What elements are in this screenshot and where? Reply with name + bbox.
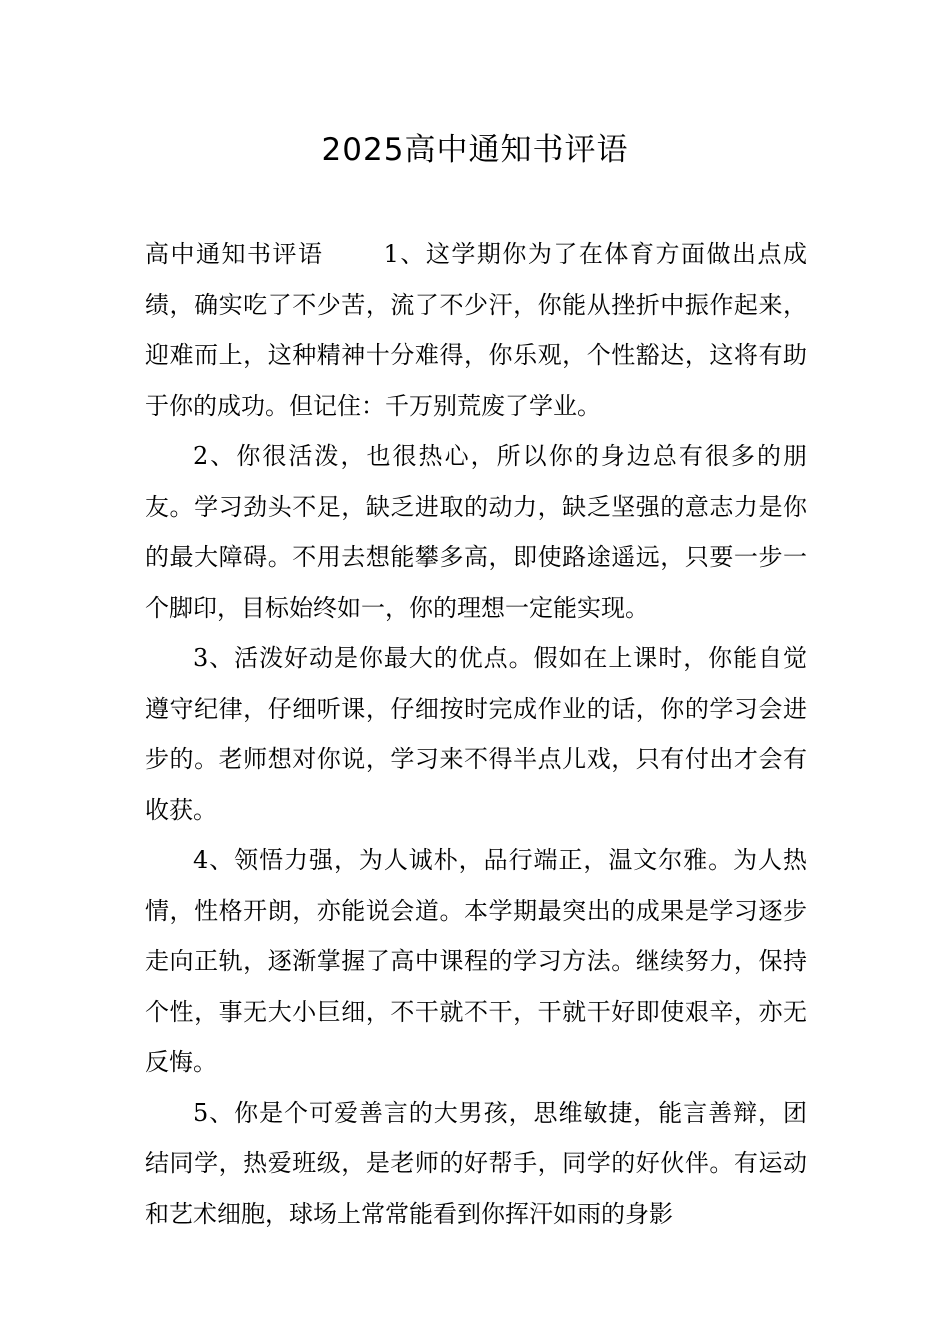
inline-heading: 高中通知书评语 [145, 240, 324, 268]
document-body [145, 229, 807, 1239]
document-title: 2025高中通知书评语 [321, 132, 629, 168]
paragraph-4: 4、领悟力强，为人诚朴，品行端正，温文尔雅。为人热情，性格开朗，亦能说会道。本学期最突出的成果是学习逐步走向正轨，逐渐掌握了高中课程的学习方法。继续努力，保持个性，事无大小巨细，不干就不干，干就干好即使艰辛，亦无反悔。 [145, 846, 807, 1076]
paragraph-3: 3、活泼好动是你最大的优点。假如在上课时，你能自觉遵守纪律，仔细听课，仔细按时完成作业的话，你的学习会进步的。老师想对你说，学习来不得半点儿戏，只有付出才会有收获。 [145, 644, 807, 824]
paragraph-1-text: 1、这学期你为了在体育方面做出点成绩，确实吃了不少苦，流了不少汗，你能从挫折中振作起来，迎难而上，这种精神十分难得，你乐观，个性豁达，这将有助于你的成功。但记住：千万别荒废了学业。 [145, 240, 807, 420]
paragraph-1 [145, 229, 807, 431]
paragraph-2: 2、你很活泼，也很热心，所以你的身边总有很多的朋友。学习劲头不足，缺乏进取的动力，缺乏坚强的意志力是你的最大障碍。不用去想能攀多高，即使路途遥远，只要一步一个脚印，目标始终如一，你的理想一定能实现。 [145, 442, 807, 622]
paragraph-5: 5、你是个可爱善言的大男孩，思维敏捷，能言善辩，团结同学，热爱班级，是老师的好帮手，同学的好伙伴。有运动和艺术细胞，球场上常常能看到你挥汗如雨的身影 [145, 1098, 807, 1228]
